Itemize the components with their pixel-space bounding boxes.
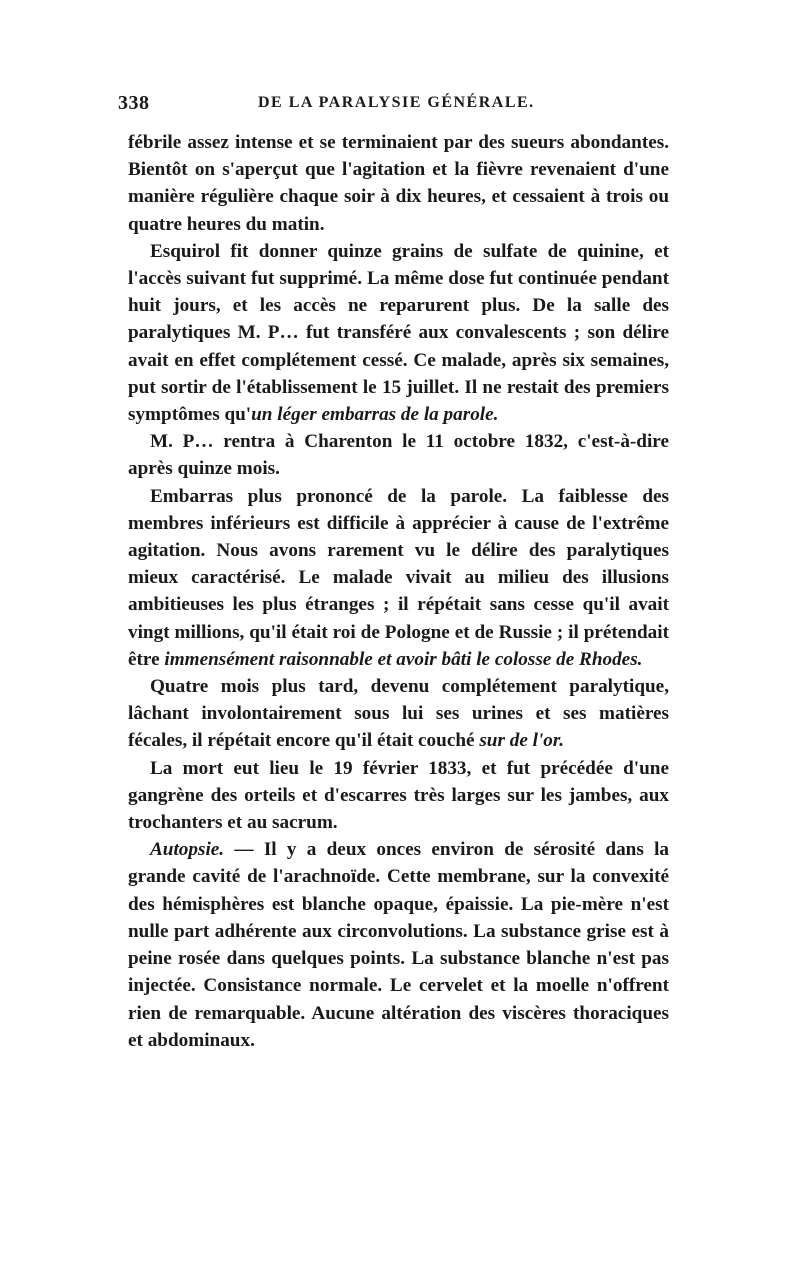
paragraph [128, 836, 669, 1054]
paragraph-text: — Il y a deux onces environ de sérosité dans la grande cavité de l'arachnoïde. Cette membrane, sur la convexité des hémisphères est blanche opaque, épaissie. La pie-mère n'est nulle part adhérente aux circonvolutions. La substance grise est à peine rosée dans quelques points. La substance blanche n'est pas injectée. Consistance normale. Le cervelet et la moelle n'offrent rien de remarquable. Aucune altération des viscères thoraciques et abdominaux. [128, 839, 669, 1051]
page-number: 338 [118, 92, 150, 114]
italic-text: un léger embarras de la parole. [251, 404, 499, 426]
paragraph [128, 238, 669, 428]
running-title: DE LA PARALYSIE GÉNÉRALE. [258, 94, 535, 111]
paragraph [128, 755, 669, 837]
paragraph-text: Embarras plus prononcé de la parole. La faiblesse des membres inférieurs est difficile à apprécier à cause de l'extrême agitation. Nous avons rarement vu le délire des paralytiques mieux caractérisé. Le malade vivait au milieu des illusions ambitieuses les plus étranges ; il répétait sans cesse qu'il avait vingt millions, qu'il était roi de Pologne et de Russie ; il prétendait être [128, 485, 669, 670]
italic-text: immensément raisonnable et avoir bâti le colosse de Rhodes. [164, 648, 643, 670]
italic-text: sur de l'or. [479, 730, 565, 752]
paragraph [128, 129, 669, 238]
paragraph-text: fébrile assez intense et se terminaient par des sueurs abondantes. Bientôt on s'aperçut que l'agitation et la fièvre revenaient d'une manière régulière chaque soir à dix heures, et cessaient à trois ou quatre heures du matin. [128, 132, 669, 235]
running-head [118, 92, 670, 122]
paragraph-text: Quatre mois plus tard, devenu complétement paralytique, lâchant involontairement sous lui ses urines et ses matières fécales, il répétait encore qu'il était couché [128, 676, 669, 752]
paragraph [128, 673, 669, 755]
paragraph [128, 483, 669, 673]
paragraph-text: La mort eut lieu le 19 février 1833, et fut précédée d'une gangrène des orteils et d'escarres très larges sur les jambes, aux trochanters et au sacrum. [128, 757, 669, 834]
paragraph-text: M. P… rentra à Charenton le 11 octobre 1832, c'est-à-dire après quinze mois. [128, 431, 669, 480]
paragraph [128, 428, 669, 482]
body-text [128, 129, 669, 1054]
paragraph-text: Esquirol fit donner quinze grains de sulfate de quinine, et l'accès suivant fut supprimé. La même dose fut continuée pendant huit jours, et les accès ne reparurent plus. De la salle des paralytiques M. P… fut transféré aux convalescents ; son délire avait en effet complétement cessé. Ce malade, après six semaines, put sortir de l'établissement le 15 juillet. Il ne restait des premiers symptômes qu' [128, 240, 669, 426]
section-label: Autopsie. [150, 839, 225, 861]
